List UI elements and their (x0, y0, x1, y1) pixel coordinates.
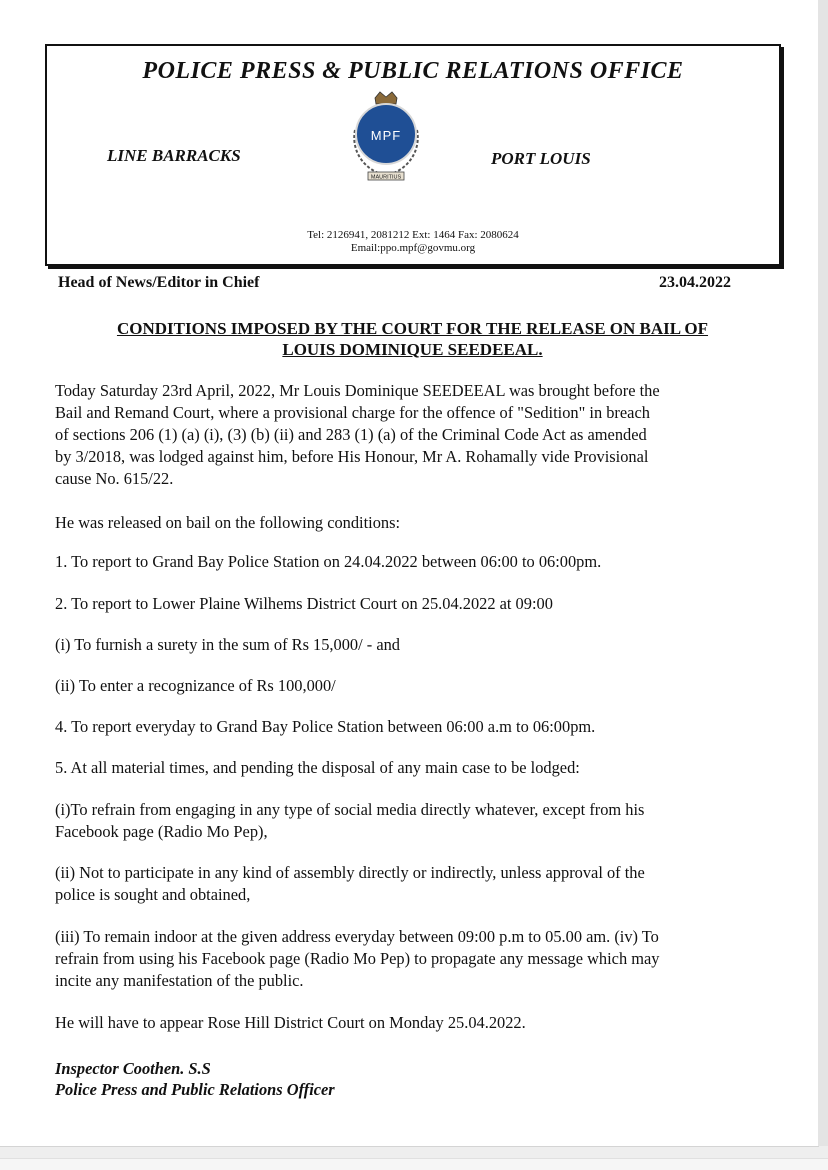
released-statement: He was released on bail on the following conditions: (55, 513, 401, 532)
addressee: Head of News/Editor in Chief (58, 274, 260, 291)
condition-recognizance: (ii) To enter a recognizance of Rs 100,000/ (55, 676, 336, 695)
condition-line: (iii) To remain indoor at the given address everyday between 09:00 p.m to 05.00 am. (iv) To (55, 927, 659, 946)
condition-line: incite any manifestation of the public. (55, 971, 304, 990)
contact-tel: Tel: 2126941, 2081212 Ext: 1464 Fax: 2080624 (307, 229, 519, 241)
location-left: LINE BARRACKS (107, 146, 241, 165)
signatory-title: Police Press and Public Relations Officer (55, 1080, 335, 1099)
condition-5: 5. At all material times, and pending the disposal of any main case to be lodged: (55, 758, 580, 777)
condition-2: 2. To report to Lower Plaine Wilhems District Court on 25.04.2022 at 09:00 (55, 594, 553, 613)
intro-paragraph (55, 380, 775, 490)
condition-line: police is sought and obtained, (55, 885, 251, 904)
condition-surety: (i) To furnish a surety in the sum of Rs 15,000/ - and (55, 635, 400, 654)
heading-line-2: LOUIS DOMINIQUE SEEDEEAL. (282, 340, 543, 359)
contact-details (47, 229, 779, 255)
intro-line: of sections 206 (1) (a) (i), (3) (b) (ii) and 283 (1) (a) of the Criminal Code Act as amended (55, 425, 647, 444)
condition-line: Facebook page (Radio Mo Pep), (55, 822, 268, 841)
court-appearance: He will have to appear Rose Hill District Court on Monday 25.04.2022. (55, 1013, 526, 1032)
signatory-name: Inspector Coothen. S.S (55, 1059, 211, 1078)
logo-text: MPF (370, 128, 402, 143)
contact-email: Email:ppo.mpf@govmu.org (350, 242, 476, 254)
office-title: POLICE PRESS & PUBLIC RELATIONS OFFICE (142, 58, 684, 84)
intro-line: by 3/2018, was lodged against him, before His Honour, Mr A. Rohamally vide Provisional (55, 447, 649, 466)
release-heading (60, 318, 765, 360)
condition-1: 1. To report to Grand Bay Police Station on 24.04.2022 between 06:00 to 06:00pm. (55, 552, 602, 571)
intro-line: Today Saturday 23rd April, 2022, Mr Louis Dominique SEEDEEAL was brought before the (55, 381, 660, 400)
police-crest-logo (341, 90, 431, 186)
heading-line-1: CONDITIONS IMPOSED BY THE COURT FOR THE RELEASE ON BAIL OF (116, 319, 709, 338)
condition-line: refrain from using his Facebook page (Radio Mo Pep) to propagate any message which may (55, 949, 660, 968)
condition-line: (i)To refrain from engaging in any type of social media directly whatever, except from his (55, 800, 645, 819)
intro-line: cause No. 615/22. (55, 469, 174, 488)
location-right: PORT LOUIS (491, 149, 591, 168)
letterhead (45, 44, 781, 266)
condition-4: 4. To report everyday to Grand Bay Police Station between 06:00 a.m to 06:00pm. (55, 717, 596, 736)
condition-5-ii (55, 862, 775, 906)
condition-line: (ii) Not to participate in any kind of assembly directly or indirectly, unless approval of the (55, 863, 645, 882)
signature-block (55, 1058, 335, 1100)
page-edge (818, 0, 828, 1146)
condition-5-iii (55, 926, 775, 992)
logo-banner-text: MAURITIUS (370, 174, 402, 181)
release-date: 23.04.2022 (659, 274, 731, 291)
intro-line: Bail and Remand Court, where a provisional charge for the offence of "Sedition" in breach (55, 403, 650, 422)
next-page-edge (0, 1158, 828, 1170)
condition-5-i (55, 799, 775, 843)
